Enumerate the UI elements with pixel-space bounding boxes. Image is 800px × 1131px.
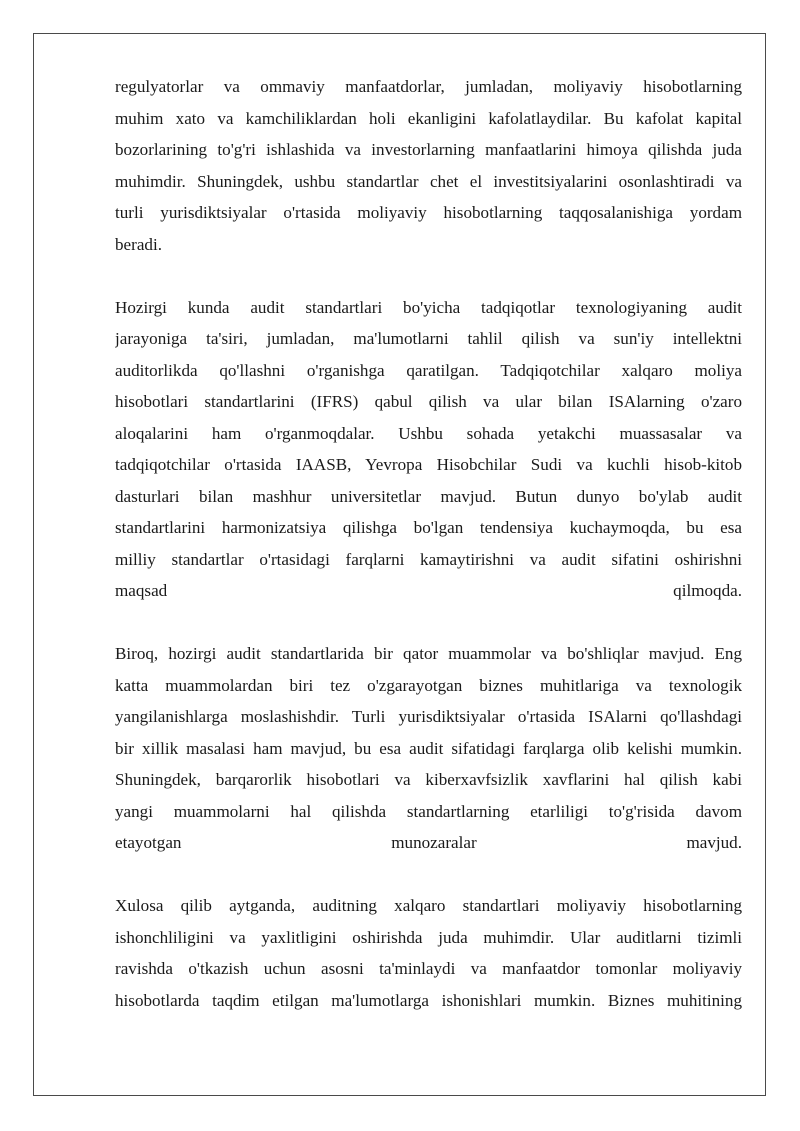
paragraph-2 [115, 292, 742, 607]
text-line: katta muammolardan biri tez o'zgarayotgan biznes muhitlariga va texnologik [115, 675, 742, 695]
text-line: ravishda o'tkazish uchun asosni ta'minlaydi va manfaatdor tomonlar moliyaviy [115, 959, 742, 978]
paragraph-1 [115, 71, 742, 260]
text-line: muhimdir. Shuningdek, ushbu standartlar chet el investitsiyalarini osonlashtiradi va [115, 171, 742, 191]
text-line: bir xillik masalasi ham mavjud, bu esa audit sifatidagi farqlarga olib kelishi mumkin. [115, 738, 742, 758]
text-line: yangi muammolarni hal qilishda standartlarning etarliligi to'g'risida davom [115, 801, 742, 821]
text-line: bozorlarining to'g'ri ishlashida va investorlarning manfaatlarini himoya qilishda juda [115, 140, 742, 159]
text-line: hisobotlari standartlarini (IFRS) qabul qilish va ular bilan ISAlarning o'zaro [115, 392, 742, 411]
text-line: yangilanishlarga moslashishdir. Turli yurisdiktsiyalar o'rtasida ISAlarni qo'llashdagi [115, 707, 742, 726]
text-line: ishonchliligini va yaxlitligini oshirishda juda muhimdir. Ular auditlarni tizimli [115, 927, 742, 947]
text-line: Xulosa qilib aytganda, auditning xalqaro standartlari moliyaviy hisobotlarning [115, 896, 742, 915]
text-line: aloqalarini ham o'rganmoqdalar. Ushbu sohada yetakchi muassasalar va [115, 423, 742, 443]
paragraph-4 [115, 890, 742, 1016]
text-line: Biroq, hozirgi audit standartlarida bir qator muammolar va bo'shliqlar mavjud. Eng [115, 644, 742, 663]
text-line: hisobotlarda taqdim etilgan ma'lumotlarga ishonishlari mumkin. Biznes muhitining [115, 990, 742, 1010]
text-line: turli yurisdiktsiyalar o'rtasida moliyaviy hisobotlarning taqqosalanishiga yordam [115, 203, 742, 222]
paragraph-3 [115, 638, 742, 859]
text-line: auditorlikda qo'llashni o'rganishga qaratilgan. Tadqiqotchilar xalqaro moliya [115, 360, 742, 380]
document-body [115, 71, 742, 1048]
text-line: etayotgan munozaralar mavjud. [115, 833, 742, 852]
text-line: Shuningdek, barqarorlik hisobotlari va kiberxavfsizlik xavflarini hal qilish kabi [115, 770, 742, 789]
text-line: dasturlari bilan mashhur universitetlar mavjud. Butun dunyo bo'ylab audit [115, 486, 742, 506]
text-line: regulyatorlar va ommaviy manfaatdorlar, jumladan, moliyaviy hisobotlarning [115, 77, 742, 96]
text-line: tadqiqotchilar o'rtasida IAASB, Yevropa Hisobchilar Sudi va kuchli hisob-kitob [115, 455, 742, 474]
text-line: muhim xato va kamchiliklardan holi ekanligini kafolatlaydilar. Bu kafolat kapital [115, 108, 742, 128]
text-line: jarayoniga ta'siri, jumladan, ma'lumotlarni tahlil qilish va sun'iy intellektni [115, 329, 742, 348]
text-line: milliy standartlar o'rtasidagi farqlarni kamaytirishni va audit sifatini oshirishni [115, 549, 742, 569]
text-line: beradi. [115, 234, 162, 254]
text-line: standartlarini harmonizatsiya qilishga bo'lgan tendensiya kuchaymoqda, bu esa [115, 518, 742, 537]
text-line: Hozirgi kunda audit standartlari bo'yicha tadqiqotlar texnologiyaning audit [115, 297, 742, 317]
text-line: maqsad qilmoqda. [115, 581, 742, 600]
